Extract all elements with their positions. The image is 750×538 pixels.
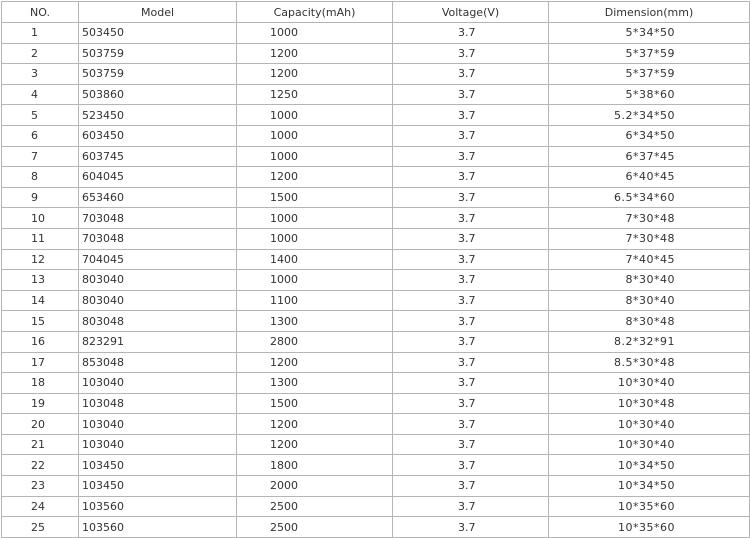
cell-dimension: 7*30*48 [549,228,750,249]
cell-model: 853048 [79,352,237,373]
cell-no: 11 [2,228,79,249]
cell-no: 8 [2,167,79,188]
cell-model: 103040 [79,434,237,455]
table-row [2,43,750,64]
cell-no: 7 [2,146,79,167]
table-row [2,167,750,188]
cell-voltage: 3.7 [393,64,549,85]
table-row [2,105,750,126]
header-model: Model [79,2,237,23]
cell-voltage: 3.7 [393,393,549,414]
cell-model: 703048 [79,228,237,249]
cell-dimension: 5*34*50 [549,23,750,44]
cell-dimension: 8*30*40 [549,290,750,311]
cell-capacity: 1250 [237,84,393,105]
cell-model: 803048 [79,311,237,332]
cell-capacity: 1300 [237,311,393,332]
cell-dimension: 8.2*32*91 [549,331,750,352]
cell-capacity: 1200 [237,64,393,85]
table-row [2,373,750,394]
cell-capacity: 1100 [237,290,393,311]
table-row [2,517,750,538]
table-row [2,228,750,249]
table-row [2,125,750,146]
cell-voltage: 3.7 [393,434,549,455]
cell-no: 17 [2,352,79,373]
cell-capacity: 1000 [237,228,393,249]
header-voltage: Voltage(V) [393,2,549,23]
cell-no: 25 [2,517,79,538]
cell-no: 18 [2,373,79,394]
cell-capacity: 1200 [237,434,393,455]
cell-capacity: 1000 [237,270,393,291]
cell-capacity: 1000 [237,208,393,229]
table-row [2,331,750,352]
cell-capacity: 1200 [237,352,393,373]
cell-model: 103560 [79,517,237,538]
cell-voltage: 3.7 [393,146,549,167]
table-row [2,290,750,311]
cell-no: 19 [2,393,79,414]
table-row [2,84,750,105]
table-row [2,414,750,435]
cell-model: 503860 [79,84,237,105]
cell-dimension: 6*34*50 [549,125,750,146]
cell-model: 653460 [79,187,237,208]
cell-no: 22 [2,455,79,476]
cell-model: 523450 [79,105,237,126]
cell-model: 503450 [79,23,237,44]
cell-model: 704045 [79,249,237,270]
cell-no: 20 [2,414,79,435]
cell-model: 103560 [79,496,237,517]
table-row [2,476,750,497]
cell-dimension: 7*30*48 [549,208,750,229]
cell-no: 9 [2,187,79,208]
table-row [2,455,750,476]
cell-dimension: 10*34*50 [549,455,750,476]
cell-voltage: 3.7 [393,208,549,229]
cell-voltage: 3.7 [393,23,549,44]
cell-capacity: 1500 [237,187,393,208]
cell-capacity: 1000 [237,146,393,167]
cell-dimension: 6*40*45 [549,167,750,188]
table-row [2,146,750,167]
cell-voltage: 3.7 [393,455,549,476]
cell-no: 13 [2,270,79,291]
cell-dimension: 10*34*50 [549,476,750,497]
cell-model: 604045 [79,167,237,188]
cell-dimension: 10*30*40 [549,373,750,394]
cell-voltage: 3.7 [393,43,549,64]
cell-voltage: 3.7 [393,373,549,394]
cell-voltage: 3.7 [393,187,549,208]
table-row [2,249,750,270]
cell-dimension: 8.5*30*48 [549,352,750,373]
cell-dimension: 10*35*60 [549,517,750,538]
cell-dimension: 6.5*34*60 [549,187,750,208]
cell-capacity: 2800 [237,331,393,352]
header-no: NO. [2,2,79,23]
cell-no: 3 [2,64,79,85]
cell-capacity: 1200 [237,414,393,435]
cell-model: 823291 [79,331,237,352]
cell-voltage: 3.7 [393,270,549,291]
table-row [2,23,750,44]
header-capacity: Capacity(mAh) [237,2,393,23]
table-row [2,352,750,373]
table-row [2,187,750,208]
cell-dimension: 10*30*40 [549,414,750,435]
cell-dimension: 6*37*45 [549,146,750,167]
cell-voltage: 3.7 [393,476,549,497]
cell-dimension: 5*37*59 [549,64,750,85]
cell-capacity: 1000 [237,125,393,146]
cell-dimension: 10*30*48 [549,393,750,414]
cell-voltage: 3.7 [393,331,549,352]
cell-no: 14 [2,290,79,311]
cell-no: 12 [2,249,79,270]
table-row [2,270,750,291]
cell-voltage: 3.7 [393,84,549,105]
cell-capacity: 1300 [237,373,393,394]
cell-capacity: 1000 [237,23,393,44]
cell-capacity: 2500 [237,496,393,517]
cell-voltage: 3.7 [393,352,549,373]
cell-model: 503759 [79,43,237,64]
cell-dimension: 5.2*34*50 [549,105,750,126]
cell-capacity: 1800 [237,455,393,476]
table-header-row [2,2,750,23]
cell-model: 103040 [79,414,237,435]
cell-no: 15 [2,311,79,332]
cell-dimension: 8*30*48 [549,311,750,332]
table-row [2,208,750,229]
cell-voltage: 3.7 [393,517,549,538]
cell-capacity: 1500 [237,393,393,414]
cell-capacity: 1200 [237,167,393,188]
cell-no: 21 [2,434,79,455]
cell-model: 103048 [79,393,237,414]
table-row [2,64,750,85]
cell-capacity: 1200 [237,43,393,64]
cell-voltage: 3.7 [393,167,549,188]
cell-model: 103450 [79,476,237,497]
cell-voltage: 3.7 [393,496,549,517]
cell-model: 103450 [79,455,237,476]
cell-voltage: 3.7 [393,105,549,126]
cell-dimension: 8*30*40 [549,270,750,291]
cell-no: 4 [2,84,79,105]
table-body [2,23,750,538]
cell-model: 103040 [79,373,237,394]
cell-dimension: 7*40*45 [549,249,750,270]
cell-capacity: 2500 [237,517,393,538]
cell-model: 703048 [79,208,237,229]
cell-voltage: 3.7 [393,311,549,332]
cell-voltage: 3.7 [393,290,549,311]
cell-voltage: 3.7 [393,228,549,249]
table-row [2,496,750,517]
cell-dimension: 5*37*59 [549,43,750,64]
cell-no: 2 [2,43,79,64]
cell-no: 23 [2,476,79,497]
cell-voltage: 3.7 [393,414,549,435]
cell-no: 6 [2,125,79,146]
table-row [2,434,750,455]
cell-voltage: 3.7 [393,125,549,146]
cell-voltage: 3.7 [393,249,549,270]
cell-dimension: 10*30*40 [549,434,750,455]
cell-model: 503759 [79,64,237,85]
cell-no: 5 [2,105,79,126]
cell-capacity: 1400 [237,249,393,270]
cell-no: 10 [2,208,79,229]
cell-no: 24 [2,496,79,517]
header-dimension: Dimension(mm) [549,2,750,23]
cell-capacity: 2000 [237,476,393,497]
cell-dimension: 5*38*60 [549,84,750,105]
table-row [2,393,750,414]
cell-no: 16 [2,331,79,352]
cell-no: 1 [2,23,79,44]
table-row [2,311,750,332]
cell-model: 603450 [79,125,237,146]
battery-spec-table [1,1,750,538]
cell-model: 803040 [79,290,237,311]
cell-model: 603745 [79,146,237,167]
cell-model: 803040 [79,270,237,291]
cell-capacity: 1000 [237,105,393,126]
cell-dimension: 10*35*60 [549,496,750,517]
